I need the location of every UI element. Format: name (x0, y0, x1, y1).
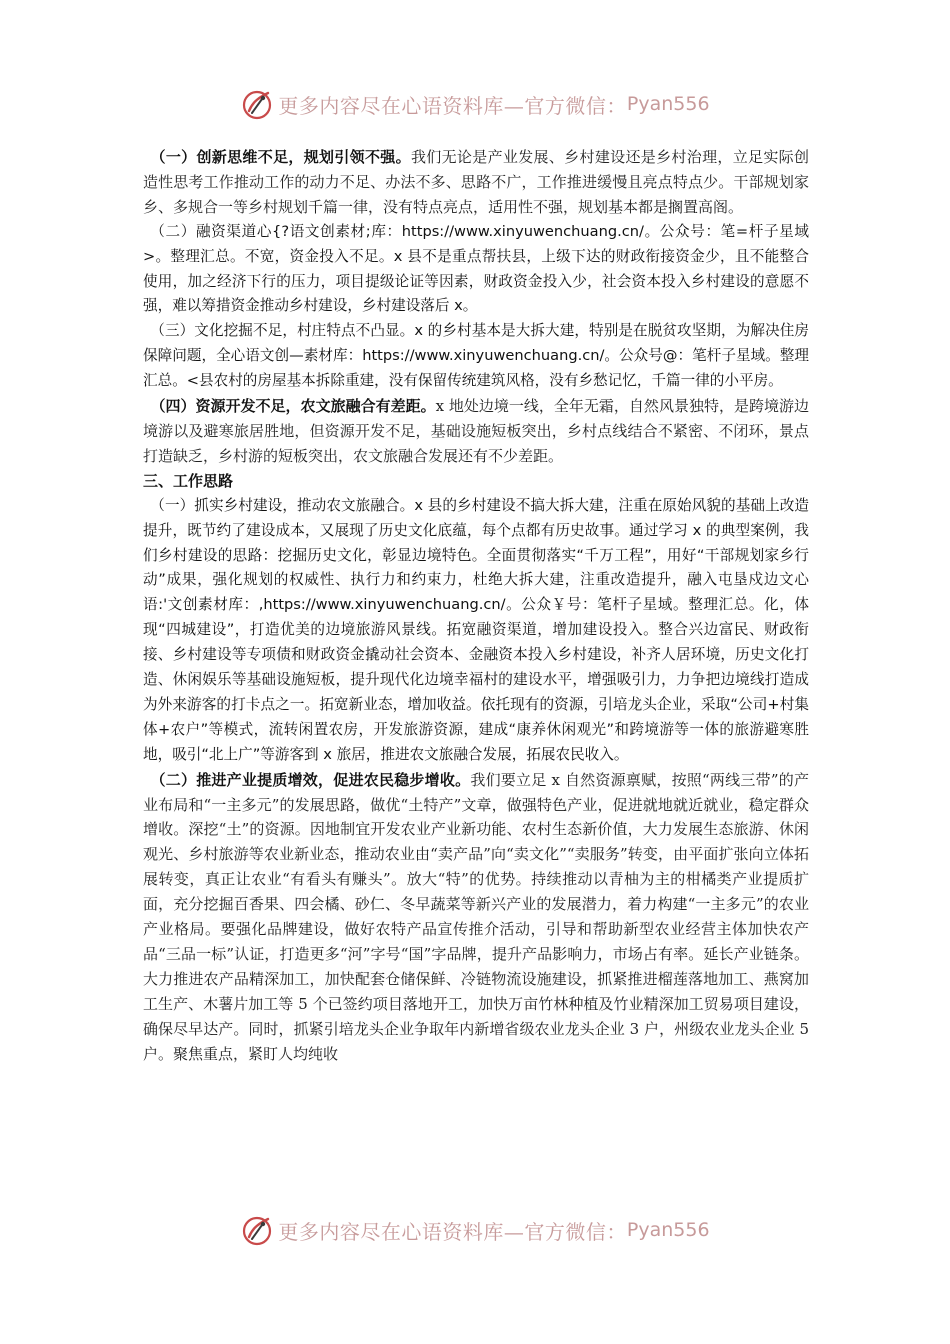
paragraph-3: （三）文化挖掘不足，村庄特点不凸显。x 的乡村基本是大拆大建，特别是在脱贫攻坚期，为解决住房保障问题，全心语文创—素材库：https://www.xinyuwenchuang.cn/。公众号@：笔杆子星域。整理汇总。<县农村的房屋基本拆除重建，没有保留传统建筑风格，没有乡愁记忆，千篇一律的小平房。 (143, 322, 809, 390)
header-banner (0, 84, 950, 124)
paragraph-1 (143, 145, 809, 220)
paragraph-1-title: （一）创新思维不足，规划引领不强。 (150, 148, 411, 166)
banner-wechat-id: Pyan556 (626, 93, 710, 115)
paragraph-1-body: 我们无论是产业发展、乡村建设还是乡村治理，立足实际创造性思考工作推动工作的动力不足、办法不多、思路不广，工作推进缓慢且亮点特点少。干部规划家乡、多规合一等乡村规划千篇一律，没有特点亮点，适用性不强，规划基本都是搁置高阁。 (143, 148, 809, 216)
section-heading: 三、工作思路 (143, 471, 234, 490)
document-body (143, 145, 809, 1067)
paragraph-4-title: （四）资源开发不足，农文旅融合有差距。 (150, 397, 436, 416)
footer-banner-text: 更多内容尽在心语资料库—官方微信： (278, 1219, 627, 1244)
banner-text: 更多内容尽在心语资料库—官方微信： (278, 93, 627, 118)
footer-banner (0, 1210, 950, 1250)
footer-banner-wechat-id: Pyan556 (626, 1219, 710, 1241)
paragraph-5: （一）抓实乡村建设，推动农文旅融合。x 县的乡村建设不搞大拆大建，注重在原始风貌的基础上改造提升，既节约了建设成本，又展现了历史文化底蕴，每个点都有历史故事。通过学习 x 的典型案例，我们乡村建设的思路：挖掘历史文化，彰显边境特色。全面贯彻落实“千万工程”，用好“干部规划家乡行动”成果，强化规划的权威性、执行力和约束力，杜绝大拆大建，注重改造提升，融入屯垦戍边文心语:'文创素材库：,https://www.xinyuwenchuang.cn/。公众￥号：笔杆子星域。整理汇总。化，体现“四城建设”，打造优美的边境旅游风景线。拓宽融资渠道，增加建设投入。整合兴边富民、财政衔接、乡村建设等专项债和财政资金撬动社会资本、金融资本投入乡村建设，补齐人居环境，历史文化打造、休闲娱乐等基础设施短板，提升现代化边境幸福村的建设水平，增强吸引力，力争把边境线打造成为外来游客的打卡点之一。拓宽新业态，增加收益。依托现有的资源，引培龙头企业，采取“公司+村集体+农户”等模式，流转闲置农房，开发旅游资源，建成“康养休闲观光”和跨境游等一体的旅游避寒胜地，吸引“北上广”等游客到 x 旅居，推进农文旅融合发展，拓展农民收入。 (143, 496, 809, 763)
paragraph-4 (143, 394, 809, 469)
brand-logo-icon (240, 1213, 274, 1247)
paragraph-4-body: x 地处边境一线，全年无霜，自然风景独特，是跨境游边境游以及避寒旅居胜地，但资源开发不足，基础设施短板突出，乡村点线结合不紧密、不闭环，景点打造缺乏，乡村游的短板突出，农文旅融合发展还有不少差距。 (143, 397, 809, 465)
brand-logo-icon (240, 87, 274, 121)
paragraph-6-body: 我们要立足 x 自然资源禀赋，按照“两线三带”的产业布局和“一主多元”的发展思路，做优“土特产”文章，做强特色产业，促进就地就近就业，稳定群众增收。深挖“土”的资源。因地制宜开发农业产业新功能、农村生态新价值，大力发展生态旅游、休闲观光、乡村旅游等农业新业态，推动农业由“卖产品”向“卖文化”“卖服务”转变，由平面扩张向立体拓展转变，真正让农业“有看头有赚头”。放大“特”的优势。持续推动以青柚为主的柑橘类产业提质扩面，充分挖掘百香果、四会橘、砂仁、冬早蔬菜等新兴产业的发展潜力，着力构建“一主多元”的农业产业格局。要强化品牌建设，做好农特产品宣传推介活动，引导和帮助新型农业经营主体加快农产品“三品一标”认证，打造更多“河”字号“国”字品牌，提升产品影响力，市场占有率。延长产业链条。大力推进农产品精深加工，加快配套仓储保鲜、冷链物流设施建设，抓紧推进榴莲落地加工、燕窝加工生产、木薯片加工等 5 个已签约项目落地开工，加快万亩竹林种植及竹业精深加工贸易项目建设，确保尽早达产。同时，抓紧引培龙头企业争取年内新增省级农业龙头企业 3 户，州级农业龙头企业 5 户。聚焦重点，紧盯人均纯收 (143, 770, 809, 1063)
paragraph-6 (143, 768, 809, 1067)
paragraph-2: （二）融资渠道心{?语文创素材;库：https://www.xinyuwenchuang.cn/。公众号：笔=杆子星域>。整理汇总。不宽，资金投入不足。x 县不是重点帮扶县，上级下达的财政衔接资金少，且不能整合使用，加之经济下行的压力，项目提级论证等因素，财政资金投入少，社会资本投入乡村建设的意愿不强，难以筹措资金推动乡村建设，乡村建设落后 x。 (143, 222, 809, 315)
paragraph-6-title: （二）推进产业提质增效，促进农民稳步增收。 (150, 770, 471, 789)
